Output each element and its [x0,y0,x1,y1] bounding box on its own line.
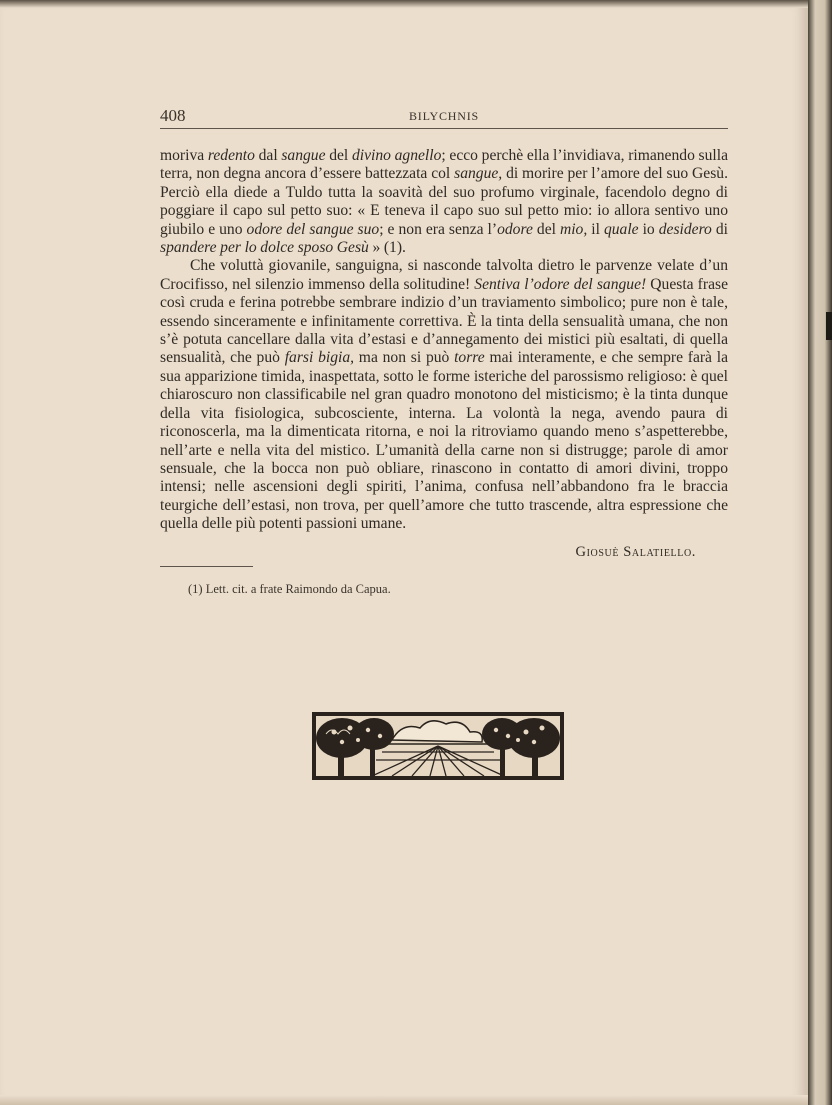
text-run: del [532,220,560,238]
text-run: di [711,220,728,238]
page-tab-mark [826,312,832,340]
italic-run: spandere per lo dolce sposo Gesù [160,239,369,257]
text-run: ma non si può [354,349,455,367]
author-signature: Giosuè Salatiello. [575,544,696,560]
italic-run: Sentiva l’odore del sangue! [474,275,647,293]
woodcut-ornament-icon [312,712,564,780]
italic-run: torre [454,349,485,367]
landscape-vignette [312,712,564,780]
text-run: io [638,220,659,238]
text-run: di morire per l’amore del suo Gesù. Perciò ella diede a Tuldo tutta la soavità del suo profumo virginale, facendolo degno di poggiare il capo sul petto suo: « E teneva il capo suo sul petto mio: io allora sentivo uno giubilo e uno [160,165,728,238]
italic-run: mio, [559,220,588,238]
text-run: ; ecco perchè ella l’invidiava, rimanendo sulla terra, non degna ancora d’essere battezzata col [160,147,729,183]
page-top-edge [0,0,808,8]
italic-run: quale [603,220,639,238]
text-run: » (1). [368,239,406,257]
page-bottom-edge [0,1095,808,1105]
page-number: 408 [160,106,186,125]
footnote-rule [160,566,253,567]
header-rule [160,128,728,129]
italic-run: desidero [658,220,712,238]
body-paragraph [160,147,728,257]
text-run: moriva [160,147,208,164]
text-run: del [325,147,352,164]
journal-title: BILYCHNIS [408,109,479,123]
italic-run: sangue [281,147,326,164]
italic-run: odore del sangue suo [246,220,380,238]
text-run: il [587,220,604,238]
adjacent-page-edge [808,0,832,1105]
italic-run: divino agnello [351,147,442,164]
text-run: Che voluttà giovanile, sanguigna, si nasconde talvolta dietro le parvenze velate d’un Crocifisso, nel silenzio immenso della solitudine! [160,257,728,293]
italic-run: sangue, [454,165,503,183]
body-text [160,147,728,534]
text-run: mai interamente, e che sempre farà la sua apparizione timida, inaspettata, sotto le forme isteriche del parossismo religioso: è quel chiaroscuro non classificabile nel gran quadro monotono del misticismo; è la tinta dunque della vita fisiologica, subcosciente, interna. La volontà la nega, avendo paura di riconoscerla, ma la dimenticata ritorna, e noi la ritroviamo quando meno s’aspetterebbe, nell’arte e nella vita del mistico. L’umanità della carne non si distrugge; parole di amor sensuale, che la bocca non può obliare, rinascono in contatto di amori divini, troppo intensi; nelle ascensioni degli spiriti, l’anima, confusa nell’abbandono fra le braccia teurgiche dell’estasi, non trova, per quell’amore che tutto trascende, altra espressione che quella delle più potenti passioni umane. [160,349,728,533]
text-run: dal [254,147,282,164]
body-paragraph [160,257,728,533]
text-run: ; e non era senza l’ [379,220,498,238]
italic-run: redento [207,147,255,164]
italic-run: odore [497,220,533,238]
text-run: Questa frase così cruda e ferina potrebbe sembrare indizio d’un traviamento simbolico; pure non è tale, essendo sinceramente e infinitamente correttiva. È la tinta della sensualità umana, che non s’è potuta cancellare dalla vita d’estasi e d’annegamento dei mistici più esaltati, di quella sensualità, che può [160,275,728,367]
footnote: (1) Lett. cit. a frate Raimondo da Capua. [188,582,391,596]
italic-run: farsi bigia, [284,349,355,367]
running-head [160,106,728,128]
